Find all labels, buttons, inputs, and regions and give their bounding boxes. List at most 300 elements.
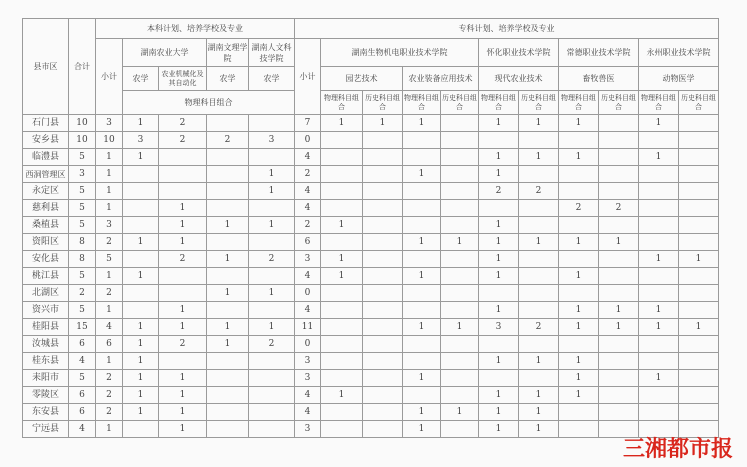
table-cell (123, 251, 159, 268)
table-cell: 5 (69, 200, 96, 217)
table-cell (679, 302, 719, 319)
table-cell (639, 234, 679, 251)
table-cell (441, 336, 479, 353)
table-cell (441, 200, 479, 217)
table-cell (679, 183, 719, 200)
table-cell: 1 (159, 370, 207, 387)
row-region-name: 永定区 (23, 183, 69, 200)
table-cell (363, 132, 403, 149)
table-cell: 3 (295, 421, 321, 438)
table-cell: 1 (519, 421, 559, 438)
table-cell: 1 (123, 353, 159, 370)
table-cell (207, 200, 249, 217)
table-cell: 1 (441, 234, 479, 251)
table-cell: 2 (295, 217, 321, 234)
table-cell: 2 (559, 200, 599, 217)
table-cell: 1 (123, 387, 159, 404)
table-cell: 5 (96, 251, 123, 268)
table-cell: 1 (479, 302, 519, 319)
row-region-name: 西洞管理区 (23, 166, 69, 183)
row-region-name: 桑植县 (23, 217, 69, 234)
table-cell (321, 234, 363, 251)
table-cell: 2 (519, 319, 559, 336)
table-cell (639, 217, 679, 234)
table-cell (321, 200, 363, 217)
table-cell: 5 (69, 268, 96, 285)
table-cell (403, 387, 441, 404)
row-region-name: 汝城县 (23, 336, 69, 353)
table-cell: 6 (295, 234, 321, 251)
table-cell (441, 285, 479, 302)
table-cell (559, 285, 599, 302)
table-cell: 1 (599, 319, 639, 336)
table-cell (207, 268, 249, 285)
table-cell (599, 217, 639, 234)
table-cell (207, 234, 249, 251)
table-cell (249, 234, 295, 251)
table-cell: 10 (69, 132, 96, 149)
table-cell (679, 234, 719, 251)
table-cell (441, 370, 479, 387)
table-cell (479, 336, 519, 353)
table-cell (159, 285, 207, 302)
table-cell: 1 (123, 268, 159, 285)
header-school-hunan-agri: 湖南农业大学 (123, 39, 207, 67)
table-cell: 1 (519, 149, 559, 166)
row-region-name: 东安县 (23, 404, 69, 421)
table-cell: 1 (519, 387, 559, 404)
table-cell (599, 336, 639, 353)
table-cell (519, 302, 559, 319)
table-cell (123, 217, 159, 234)
table-cell: 1 (559, 370, 599, 387)
table-cell: 1 (479, 353, 519, 370)
table-cell: 1 (123, 404, 159, 421)
table-cell: 1 (96, 421, 123, 438)
table-cell: 2 (159, 336, 207, 353)
table-cell: 3 (295, 251, 321, 268)
table-cell (599, 183, 639, 200)
table-cell (249, 115, 295, 132)
table-cell: 1 (599, 234, 639, 251)
table-cell (159, 149, 207, 166)
table-cell (363, 251, 403, 268)
table-cell (441, 115, 479, 132)
table-row (23, 353, 719, 370)
header-undergrad-plan: 本科计划、培养学校及专业 (96, 19, 295, 39)
table-cell: 5 (69, 183, 96, 200)
table-cell (599, 285, 639, 302)
row-region-name: 零陵区 (23, 387, 69, 404)
table-cell: 1 (123, 115, 159, 132)
table-cell: 3 (249, 132, 295, 149)
table-row (23, 387, 719, 404)
table-cell (123, 183, 159, 200)
table-cell: 2 (159, 115, 207, 132)
header-school-hunan-renwen: 湖南人文科技学院 (249, 39, 295, 67)
table-row (23, 251, 719, 268)
table-cell (639, 404, 679, 421)
watermark-logo: 三湘都市报 (622, 437, 733, 462)
table-cell: 2 (159, 251, 207, 268)
table-cell (679, 404, 719, 421)
table-cell: 8 (69, 251, 96, 268)
table-cell: 4 (295, 183, 321, 200)
table-cell (519, 217, 559, 234)
table-cell (559, 251, 599, 268)
table-cell: 1 (441, 404, 479, 421)
table-cell (207, 149, 249, 166)
table-cell (639, 268, 679, 285)
table-cell: 6 (69, 404, 96, 421)
header-voc-subtotal: 小计 (295, 39, 321, 115)
row-region-name: 北湖区 (23, 285, 69, 302)
table-cell: 10 (69, 115, 96, 132)
table-cell (441, 149, 479, 166)
table-cell: 2 (249, 251, 295, 268)
table-cell (639, 166, 679, 183)
table-cell (159, 183, 207, 200)
table-cell (207, 183, 249, 200)
table-cell: 1 (123, 319, 159, 336)
table-row (23, 285, 719, 302)
table-cell: 0 (295, 285, 321, 302)
table-cell: 2 (96, 404, 123, 421)
table-cell (519, 268, 559, 285)
table-cell (519, 200, 559, 217)
table-cell (363, 149, 403, 166)
table-cell: 1 (403, 404, 441, 421)
table-cell (403, 302, 441, 319)
table-cell: 1 (96, 353, 123, 370)
table-cell (249, 421, 295, 438)
table-cell (363, 183, 403, 200)
table-cell (321, 319, 363, 336)
table-cell: 1 (96, 302, 123, 319)
table-cell (321, 370, 363, 387)
header-vocational-plan: 专科计划、培养学校及专业 (295, 19, 719, 39)
table-cell: 2 (69, 285, 96, 302)
table-cell: 3 (69, 166, 96, 183)
table-cell (519, 251, 559, 268)
table-cell: 4 (295, 268, 321, 285)
table-cell: 1 (159, 421, 207, 438)
table-cell: 1 (249, 217, 295, 234)
table-cell: 1 (321, 217, 363, 234)
table-cell: 7 (295, 115, 321, 132)
table-cell: 1 (479, 166, 519, 183)
table-cell: 1 (403, 370, 441, 387)
table-cell (559, 404, 599, 421)
table-cell: 1 (96, 200, 123, 217)
table-row (23, 404, 719, 421)
table-cell: 1 (479, 404, 519, 421)
table-cell: 1 (479, 268, 519, 285)
table-cell: 1 (519, 353, 559, 370)
table-cell: 1 (639, 149, 679, 166)
table-cell: 1 (639, 319, 679, 336)
row-region-name: 桂阳县 (23, 319, 69, 336)
table-cell: 10 (96, 132, 123, 149)
table-cell (679, 285, 719, 302)
table-cell: 2 (159, 132, 207, 149)
table-cell (403, 149, 441, 166)
table-cell: 1 (479, 234, 519, 251)
header-major-agri-equipment: 农业装备应用技术 (403, 67, 479, 91)
table-cell (639, 132, 679, 149)
table-cell (679, 336, 719, 353)
header-major-modern-agri: 现代农业技术 (479, 67, 559, 91)
table-cell: 1 (559, 149, 599, 166)
table-cell: 1 (207, 285, 249, 302)
table-cell: 3 (295, 353, 321, 370)
table-cell (519, 370, 559, 387)
header-school-hunan-wenli: 湖南文理学院 (207, 39, 249, 67)
table-cell (123, 166, 159, 183)
table-cell: 1 (639, 251, 679, 268)
table-cell (123, 285, 159, 302)
header-school-yongzhou: 永州职业技术学院 (639, 39, 719, 67)
table-cell (403, 353, 441, 370)
table-cell (679, 200, 719, 217)
table-cell (679, 217, 719, 234)
table-cell: 2 (96, 387, 123, 404)
combo-phys: 物理科目组合 (403, 91, 441, 115)
table-cell: 4 (295, 404, 321, 421)
table-cell: 1 (363, 115, 403, 132)
table-cell (559, 166, 599, 183)
table-cell (363, 370, 403, 387)
header-major-agronomy-2: 农学 (207, 67, 249, 91)
table-cell (207, 370, 249, 387)
table-cell (363, 285, 403, 302)
table-cell: 1 (559, 302, 599, 319)
table-cell (123, 421, 159, 438)
table-cell: 1 (249, 166, 295, 183)
table-cell (441, 387, 479, 404)
table-cell: 2 (479, 183, 519, 200)
table-cell (519, 336, 559, 353)
table-cell (249, 268, 295, 285)
table-row (23, 370, 719, 387)
table-cell: 3 (96, 115, 123, 132)
table-cell (249, 370, 295, 387)
table-cell (249, 404, 295, 421)
table-cell (441, 166, 479, 183)
table-cell: 1 (639, 115, 679, 132)
table-cell (639, 285, 679, 302)
header-major-agri-mech: 农业机械化及其自动化 (159, 67, 207, 91)
table-cell: 1 (123, 234, 159, 251)
table-cell: 2 (249, 336, 295, 353)
table-row (23, 166, 719, 183)
table-row (23, 183, 719, 200)
table-cell (479, 132, 519, 149)
table-cell (321, 285, 363, 302)
table-cell (363, 404, 403, 421)
combo-hist: 历史科目组合 (441, 91, 479, 115)
table-cell: 4 (69, 353, 96, 370)
table-cell (207, 404, 249, 421)
table-cell (363, 421, 403, 438)
table-cell: 1 (96, 268, 123, 285)
table-cell: 1 (321, 115, 363, 132)
table-cell: 1 (479, 251, 519, 268)
table-cell: 1 (479, 421, 519, 438)
table-cell (403, 183, 441, 200)
table-cell (207, 115, 249, 132)
table-row (23, 132, 719, 149)
table-cell (599, 132, 639, 149)
table-cell: 3 (96, 217, 123, 234)
table-cell: 2 (295, 166, 321, 183)
table-cell (441, 183, 479, 200)
row-region-name: 慈利县 (23, 200, 69, 217)
combo-phys: 物理科目组合 (321, 91, 363, 115)
table-cell: 1 (321, 268, 363, 285)
row-region-name: 安乡县 (23, 132, 69, 149)
table-cell: 1 (403, 166, 441, 183)
table-cell: 6 (69, 387, 96, 404)
header-major-veterinary: 动物医学 (639, 67, 719, 91)
table-cell: 0 (295, 336, 321, 353)
table-cell: 1 (479, 217, 519, 234)
table-cell: 4 (96, 319, 123, 336)
table-cell (207, 353, 249, 370)
header-school-bio-mech: 湖南生物机电职业技术学院 (321, 39, 479, 67)
table-cell: 2 (519, 183, 559, 200)
table-cell: 1 (559, 319, 599, 336)
header-school-huaihua: 怀化职业技术学院 (479, 39, 559, 67)
enrollment-plan-table (22, 18, 719, 438)
header-major-agronomy-3: 农学 (249, 67, 295, 91)
table-cell (441, 353, 479, 370)
table-cell: 3 (479, 319, 519, 336)
table-cell: 1 (249, 319, 295, 336)
row-region-name: 桃江县 (23, 268, 69, 285)
table-cell (639, 353, 679, 370)
table-cell (207, 302, 249, 319)
table-row (23, 234, 719, 251)
table-cell: 1 (159, 404, 207, 421)
table-cell (679, 132, 719, 149)
table-cell (599, 404, 639, 421)
table-cell: 1 (249, 285, 295, 302)
table-cell: 2 (599, 200, 639, 217)
table-cell (599, 115, 639, 132)
table-cell (363, 200, 403, 217)
table-cell (519, 285, 559, 302)
table-cell (599, 268, 639, 285)
row-region-name: 安化县 (23, 251, 69, 268)
table-cell (321, 166, 363, 183)
table-cell (599, 370, 639, 387)
table-cell (479, 370, 519, 387)
table-cell (403, 285, 441, 302)
table-cell: 1 (679, 319, 719, 336)
table-row (23, 302, 719, 319)
table-cell (249, 302, 295, 319)
table-cell (559, 336, 599, 353)
table-cell (363, 217, 403, 234)
table-cell: 1 (207, 336, 249, 353)
table-cell: 2 (96, 234, 123, 251)
combo-phys: 物理科目组合 (639, 91, 679, 115)
table-cell (249, 353, 295, 370)
table-cell: 4 (295, 302, 321, 319)
table-cell (639, 336, 679, 353)
table-row (23, 115, 719, 132)
table-cell: 1 (403, 421, 441, 438)
table-cell (441, 421, 479, 438)
header-major-animal-husbandry: 畜牧兽医 (559, 67, 639, 91)
table-cell (321, 132, 363, 149)
table-cell: 1 (159, 200, 207, 217)
combo-phys: 物理科目组合 (559, 91, 599, 115)
table-cell (123, 200, 159, 217)
table-cell (207, 387, 249, 404)
table-cell (679, 268, 719, 285)
table-cell (159, 353, 207, 370)
table-cell (441, 217, 479, 234)
table-cell (207, 166, 249, 183)
table-cell: 6 (69, 336, 96, 353)
table-cell: 6 (96, 336, 123, 353)
table-cell (159, 268, 207, 285)
table-cell: 11 (295, 319, 321, 336)
combo-hist: 历史科目组合 (679, 91, 719, 115)
table-cell: 1 (599, 302, 639, 319)
table-cell (363, 319, 403, 336)
table-cell: 1 (123, 149, 159, 166)
header-major-horticulture: 园艺技术 (321, 67, 403, 91)
table-cell (679, 149, 719, 166)
table-cell: 1 (321, 251, 363, 268)
row-region-name: 石门县 (23, 115, 69, 132)
header-major-agronomy: 农学 (123, 67, 159, 91)
table-body (23, 115, 719, 438)
table-cell (321, 353, 363, 370)
table-cell (123, 302, 159, 319)
table-cell: 5 (69, 149, 96, 166)
table-cell (679, 370, 719, 387)
table-cell: 1 (519, 234, 559, 251)
table-cell (519, 132, 559, 149)
table-cell: 1 (403, 234, 441, 251)
table-cell: 3 (123, 132, 159, 149)
table-cell (441, 251, 479, 268)
table-cell: 1 (96, 149, 123, 166)
table-cell (403, 251, 441, 268)
table-cell (679, 353, 719, 370)
table-cell: 1 (559, 115, 599, 132)
table-cell (639, 200, 679, 217)
table-cell (519, 166, 559, 183)
table-cell (249, 149, 295, 166)
table-cell: 5 (69, 370, 96, 387)
table-cell: 4 (295, 149, 321, 166)
table-cell: 4 (295, 200, 321, 217)
table-cell (363, 302, 403, 319)
table-cell (363, 336, 403, 353)
table-row (23, 217, 719, 234)
table-cell: 1 (159, 387, 207, 404)
table-cell: 1 (639, 370, 679, 387)
table-cell (321, 336, 363, 353)
row-region-name: 宁远县 (23, 421, 69, 438)
table-cell (441, 268, 479, 285)
table-cell (599, 166, 639, 183)
